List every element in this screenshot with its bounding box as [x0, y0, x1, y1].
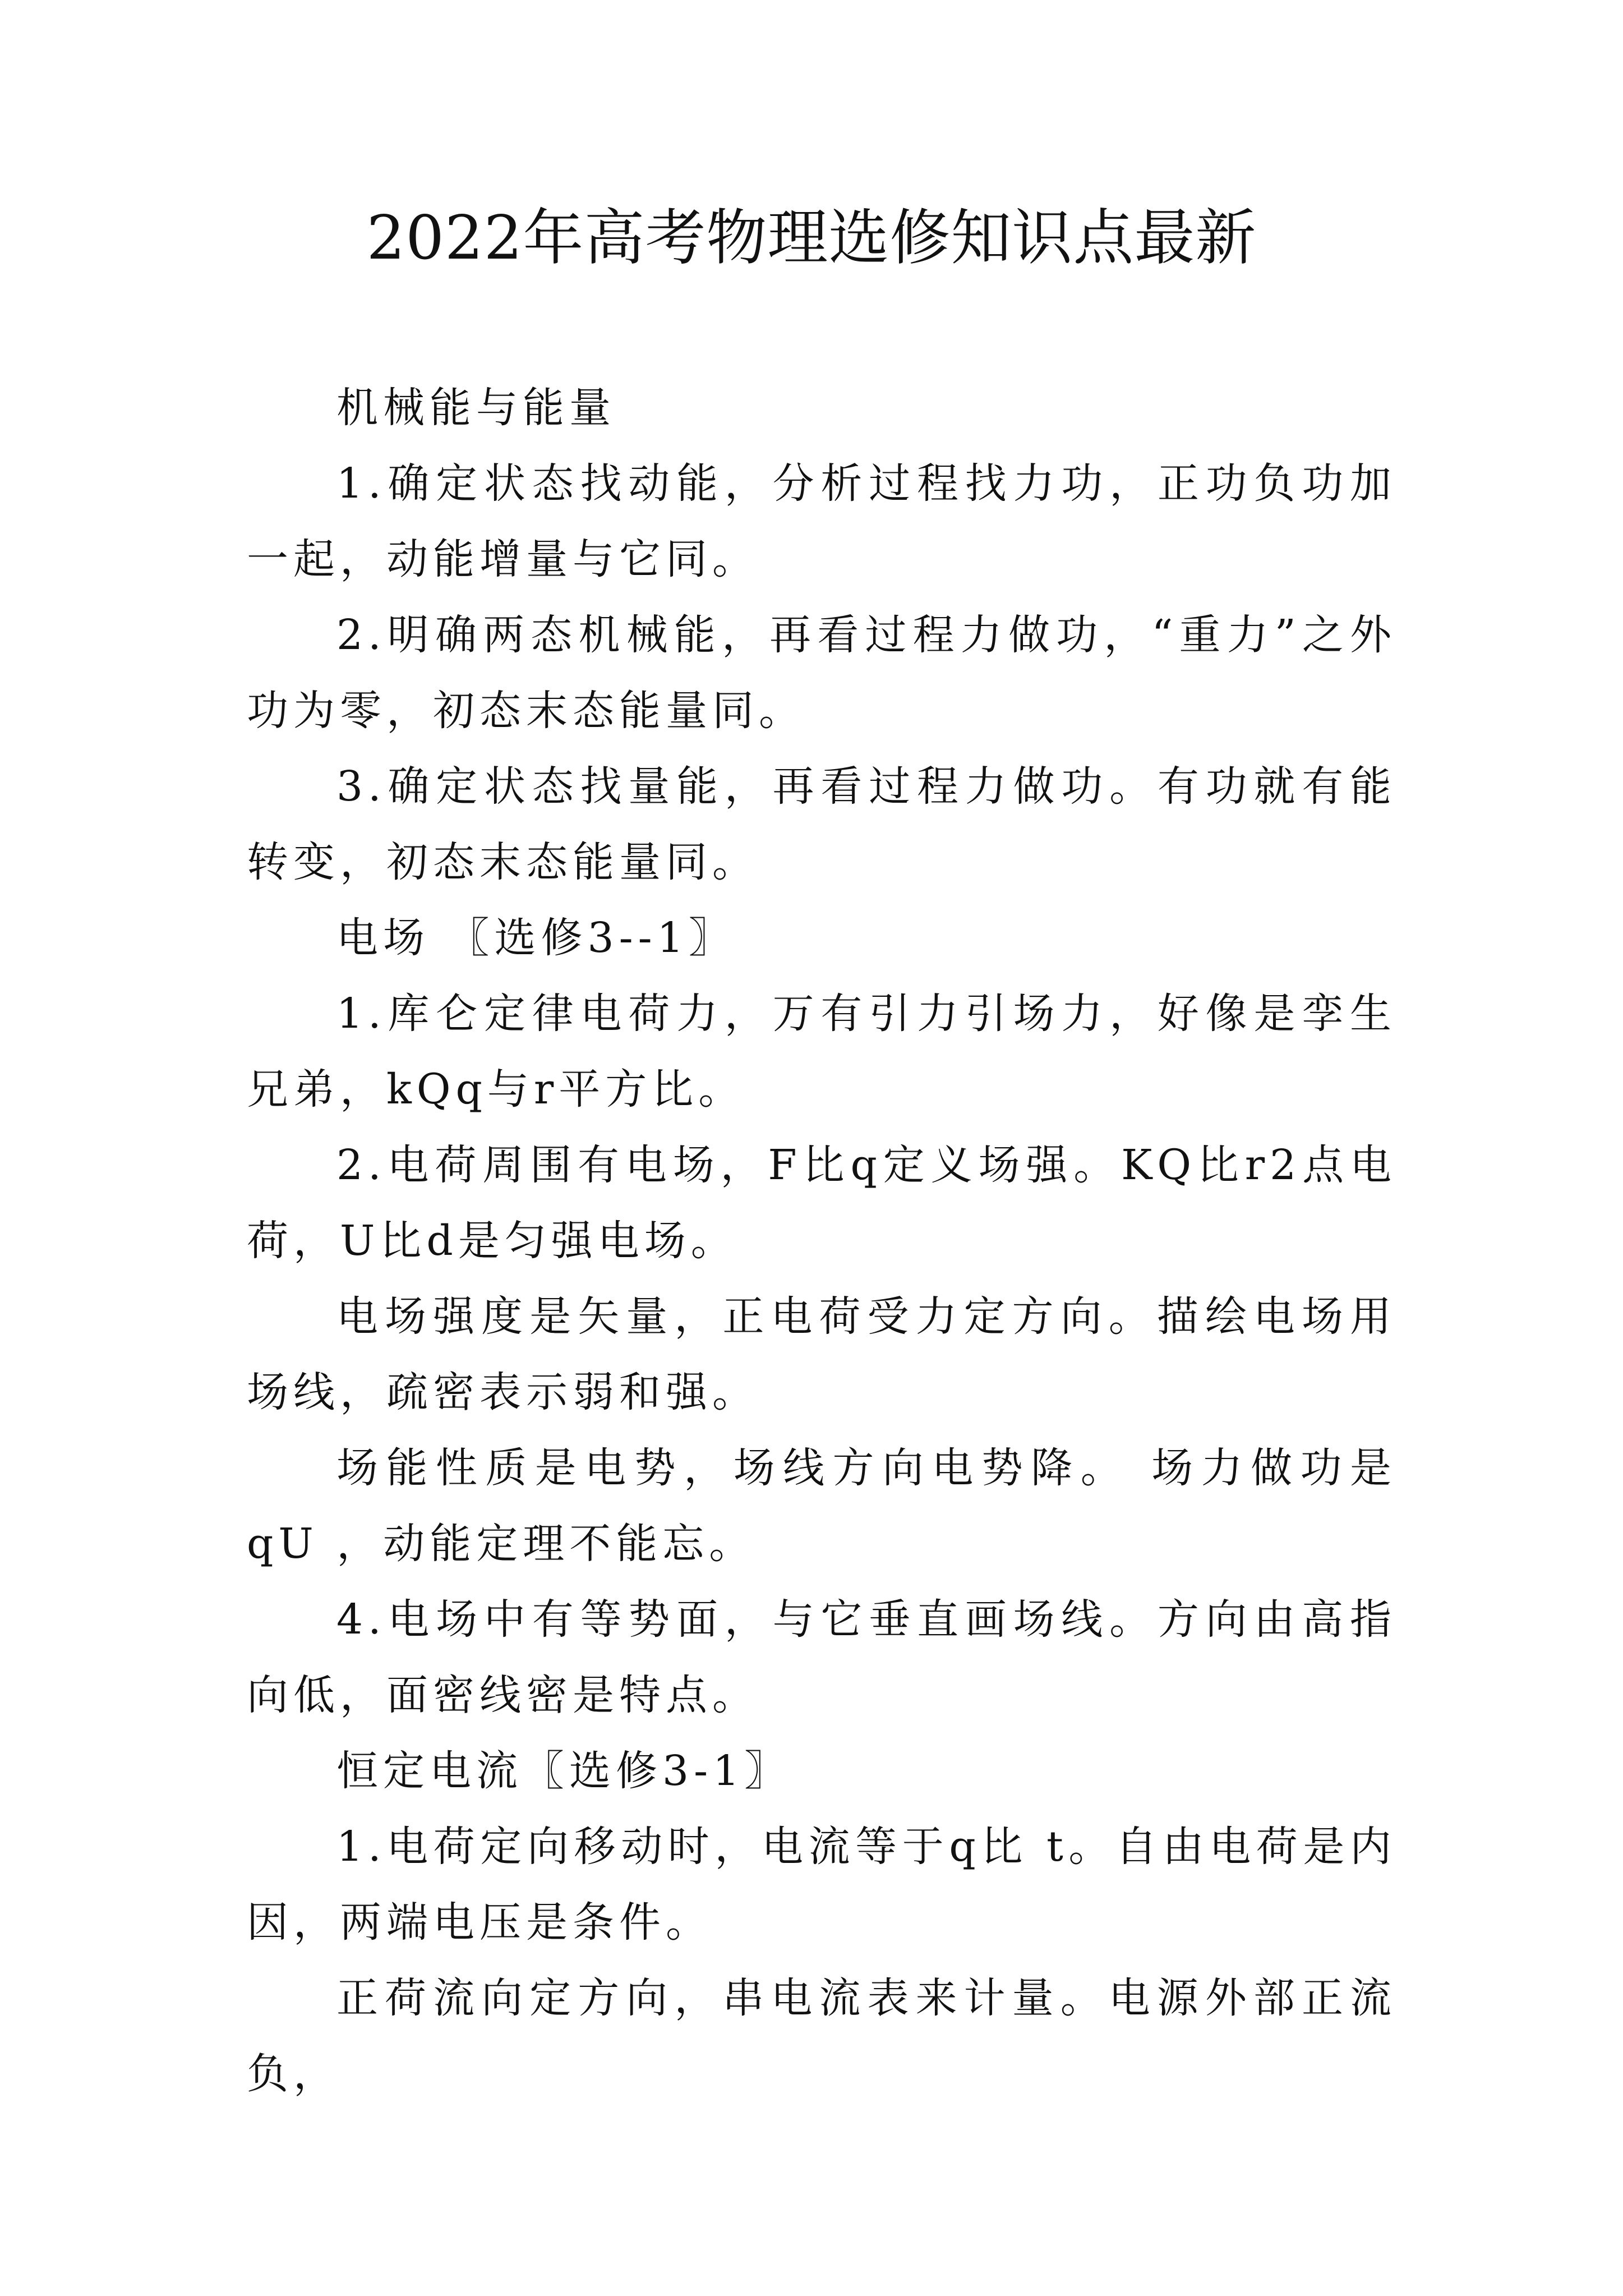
paragraph: 4.电场中有等势面，与它垂直画场线。方向由高指向低，面密线密是特点。 [247, 1595, 1396, 1719]
paragraph: 1.库仑定律电荷力，万有引力引场力，好像是孪生兄弟，kQq与r平方比。 [247, 990, 1396, 1114]
paragraph: 2.电荷周围有电场，F比q定义场强。KQ比r2点电荷，U比d是匀强电场。 [247, 1141, 1396, 1265]
paragraph: 场能性质是电势，场线方向电势降。 场力做功是qU ，动能定理不能忘。 [247, 1444, 1396, 1568]
section-heading-mechanical-energy: 机械能与能量 [336, 384, 616, 432]
document-title: 2022年高考物理选修知识点最新 [366, 203, 1257, 273]
paragraph: 2.明确两态机械能，再看过程力做功，“重力”之外功为零，初态末态能量同。 [247, 611, 1396, 735]
paragraph: 1.确定状态找动能，分析过程找力功，正功负功加一起，动能增量与它同。 [247, 459, 1396, 583]
section-heading-constant-current: 恒定电流〖选修3-1〗 [336, 1747, 791, 1795]
section-heading-electric-field: 电场 〖选修3--1〗 [336, 914, 735, 962]
paragraph: 3.确定状态找量能，再看过程力做功。有功就有能转变，初态末态能量同。 [247, 762, 1396, 886]
paragraph: 1.电荷定向移动时，电流等于q比 t。自由电荷是内因，两端电压是条件。 [247, 1823, 1396, 1947]
paragraph: 电场强度是矢量，正电荷受力定方向。描绘电场用场线，疏密表示弱和强。 [247, 1292, 1396, 1416]
paragraph: 正荷流向定方向，串电流表来计量。电源外部正流负， [247, 1974, 1396, 2098]
document-body [247, 370, 1396, 2112]
